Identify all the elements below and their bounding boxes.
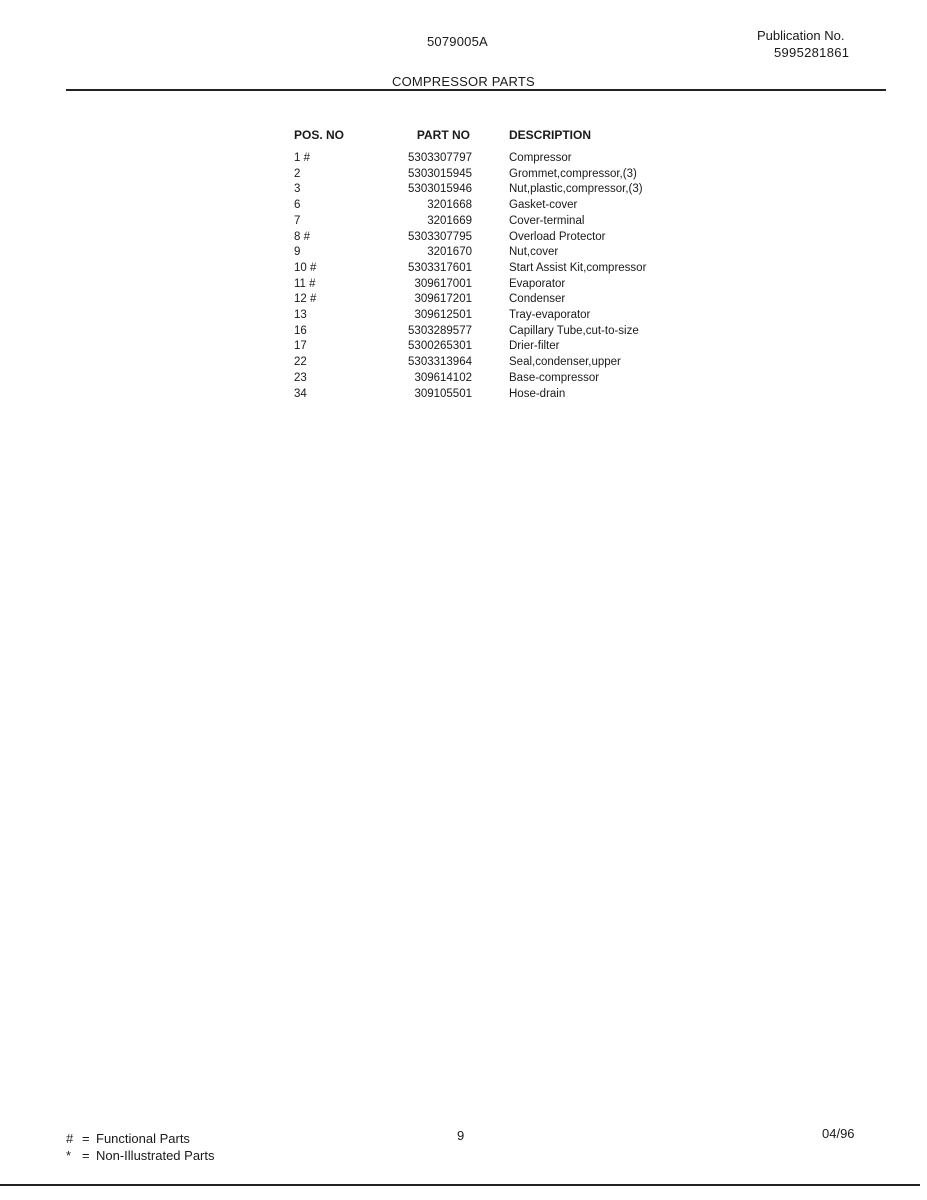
cell-description: Hose-drain xyxy=(509,387,566,400)
cell-pos-no: 10 # xyxy=(294,261,317,274)
cell-part-no: 3201669 xyxy=(427,214,472,227)
cell-part-no: 5303015946 xyxy=(408,183,472,196)
model-number: 5079005A xyxy=(427,34,488,49)
cell-pos-no: 2 xyxy=(294,167,301,180)
cell-part-no: 5303307795 xyxy=(408,230,472,243)
table-row xyxy=(294,308,646,324)
cell-description: Compressor xyxy=(509,152,572,164)
cell-description: Grommet,compressor,(3) xyxy=(509,167,637,180)
cell-part-no: 5303317601 xyxy=(408,261,472,274)
table-row xyxy=(294,339,646,355)
cell-part-no: 5303289577 xyxy=(408,324,472,337)
cell-pos-no: 3 xyxy=(294,183,301,196)
legend-equals: = xyxy=(82,1148,90,1163)
publication-number: 5995281861 xyxy=(774,45,850,60)
legend-text: Functional Parts xyxy=(96,1131,190,1146)
cell-pos-no: 22 xyxy=(294,356,307,369)
cell-part-no: 3201670 xyxy=(427,246,472,259)
cell-part-no: 5303015945 xyxy=(408,167,472,180)
table-row xyxy=(294,151,646,167)
cell-pos-no: 17 xyxy=(294,340,307,353)
cell-part-no: 5303307797 xyxy=(408,152,472,164)
cell-pos-no: 11 # xyxy=(294,277,316,290)
cell-part-no: 309612501 xyxy=(414,309,472,322)
cell-part-no: 5300265301 xyxy=(408,340,472,353)
table-row xyxy=(294,198,646,214)
cell-pos-no: 13 xyxy=(294,309,307,322)
table-header-row xyxy=(294,128,646,151)
cell-part-no: 5303313964 xyxy=(408,356,472,369)
cell-description: Start Assist Kit,compressor xyxy=(509,261,647,274)
legend-text: Non-Illustrated Parts xyxy=(96,1148,215,1163)
cell-part-no: 309614102 xyxy=(414,371,472,384)
cell-pos-no: 9 xyxy=(294,246,301,259)
table-row xyxy=(294,324,646,340)
cell-description: Base-compressor xyxy=(509,371,600,384)
cell-pos-no: 1 # xyxy=(294,152,310,164)
section-title: COMPRESSOR PARTS xyxy=(392,74,535,89)
cell-description: Tray-evaporator xyxy=(509,309,591,322)
parts-table xyxy=(294,128,646,402)
legend-symbol: * xyxy=(66,1148,72,1163)
publication-label: Publication No. xyxy=(757,28,845,43)
cell-part-no: 309105501 xyxy=(414,387,472,400)
cell-pos-no: 34 xyxy=(294,387,307,400)
cell-description: Drier-filter xyxy=(509,340,560,353)
table-row xyxy=(294,292,646,308)
cell-pos-no: 7 xyxy=(294,214,301,227)
legend-equals: = xyxy=(82,1131,90,1146)
legend xyxy=(66,1130,215,1164)
cell-description: Evaporator xyxy=(509,277,566,290)
legend-item-non-illustrated xyxy=(66,1147,215,1164)
column-header-pos: POS. NO xyxy=(294,128,345,142)
cell-description: Seal,condenser,upper xyxy=(509,356,621,369)
cell-description: Nut,plastic,compressor,(3) xyxy=(509,183,643,196)
cell-description: Condenser xyxy=(509,293,566,306)
table-row xyxy=(294,245,646,261)
cell-pos-no: 6 xyxy=(294,199,301,212)
footer-divider xyxy=(0,1184,920,1186)
table-row xyxy=(294,371,646,387)
table-row xyxy=(294,355,646,371)
legend-item-functional xyxy=(66,1130,215,1147)
column-header-description: DESCRIPTION xyxy=(509,128,592,142)
header-divider xyxy=(66,89,886,91)
cell-description: Capillary Tube,cut-to-size xyxy=(509,324,639,337)
publication-date: 04/96 xyxy=(822,1126,855,1141)
cell-part-no: 3201668 xyxy=(427,199,472,212)
cell-description: Nut,cover xyxy=(509,246,559,259)
cell-pos-no: 16 xyxy=(294,324,307,337)
table-row xyxy=(294,261,646,277)
table-row xyxy=(294,167,646,183)
legend-symbol: # xyxy=(66,1131,74,1146)
parts-table-body xyxy=(294,151,646,402)
table-row xyxy=(294,387,646,403)
cell-part-no: 309617201 xyxy=(414,293,472,306)
table-row xyxy=(294,230,646,246)
cell-part-no: 309617001 xyxy=(414,277,472,290)
cell-description: Cover-terminal xyxy=(509,214,585,227)
cell-pos-no: 8 # xyxy=(294,230,310,243)
cell-description: Overload Protector xyxy=(509,230,606,243)
page-number: 9 xyxy=(457,1128,465,1143)
table-row xyxy=(294,182,646,198)
table-row xyxy=(294,277,646,293)
cell-pos-no: 23 xyxy=(294,371,307,384)
cell-pos-no: 12 # xyxy=(294,293,317,306)
table-row xyxy=(294,214,646,230)
column-header-part: PART NO xyxy=(416,128,470,142)
cell-description: Gasket-cover xyxy=(509,199,578,212)
